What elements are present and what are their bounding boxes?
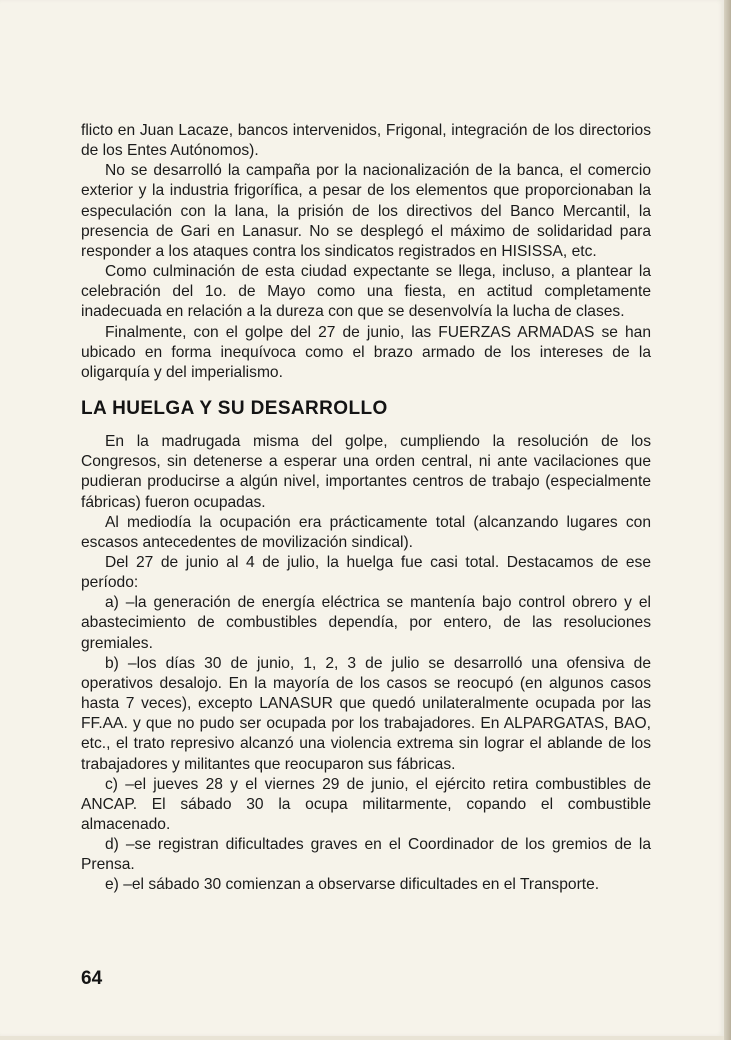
section-heading: LA HUELGA Y SU DESARROLLO <box>81 398 388 420</box>
list-item: b) –los días 30 de junio, 1, 2, 3 de julio se desarrolló una ofensiva de operativos desalojo. En la mayoría de los casos se reocupó (en algunos casos hasta 7 veces), excepto LANASUR que quedó unilateralmente ocupada por las FF.AA. y que no pudo ser ocupada por los trabajadores. En ALPARGATAS, BAO, etc., el trato represivo alcanzó una violencia extrema sin lograr el ablande de los trabajadores y militantes que reocuparon sus fábricas. <box>81 654 651 773</box>
paragraph: En la madrugada misma del golpe, cumpliendo la resolución de los Congresos, sin detenerse a esperar una orden central, ni ante vacilaciones que pudieran producirse a algún nivel, importantes centros de trabajo (especialmente fábricas) fueron ocupadas. <box>81 433 651 511</box>
paragraph: Finalmente, con el golpe del 27 de junio, las FUERZAS ARMADAS se han ubicado en forma inequívoca como el brazo armado de los intereses de la oligarquía y del imperialismo. <box>81 323 651 381</box>
list-item: e) –el sábado 30 comienzan a observarse dificultades en el Transporte. <box>105 876 600 894</box>
paragraph: Como culminación de esta ciudad expectante se llega, incluso, a plantear la celebración del 1o. de Mayo como una fiesta, en actitud completamente inadecuada en relación a la dureza con que se desenvolvía la lucha de clases. <box>81 263 651 321</box>
paragraph: Al mediodía la ocupación era prácticamente total (alcanzando lugares con escasos antecedentes de movilización sindical). <box>81 513 651 551</box>
page-edge <box>724 0 731 1040</box>
list-item: d) –se registran dificultades graves en el Coordinador de los gremios de la Prensa. <box>81 836 651 874</box>
page-number: 64 <box>81 968 103 989</box>
list-item: a) –la generación de energía eléctrica se mantenía bajo control obrero y el abastecimiento de combustibles dependía, por entero, de las resoluciones gremiales. <box>81 594 651 652</box>
paragraph: No se desarrolló la campaña por la nacionalización de la banca, el comercio exterior y la industria frigorífica, a pesar de los elementos que proporcionaban la especulación con la lana, la prisión de los directivos del Banco Mercantil, la presencia de Gari en Lanasur. No se desplegó el máximo de solidaridad para responder a los ataques contra los sindicatos registrados en HISISSA, etc. <box>81 162 651 260</box>
list-item: c) –el jueves 28 y el viernes 29 de junio, el ejército retira combustibles de ANCAP. El sábado 30 la ocupa militarmente, copando el combustible almacenado. <box>81 775 651 833</box>
body-text <box>81 121 651 896</box>
paragraph: Del 27 de junio al 4 de julio, la huelga fue casi total. Destacamos de ese período: <box>81 553 651 592</box>
paragraph: flicto en Juan Lacaze, bancos intervenidos, Frigonal, integración de los directorios de los Entes Autónomos). <box>81 122 651 160</box>
